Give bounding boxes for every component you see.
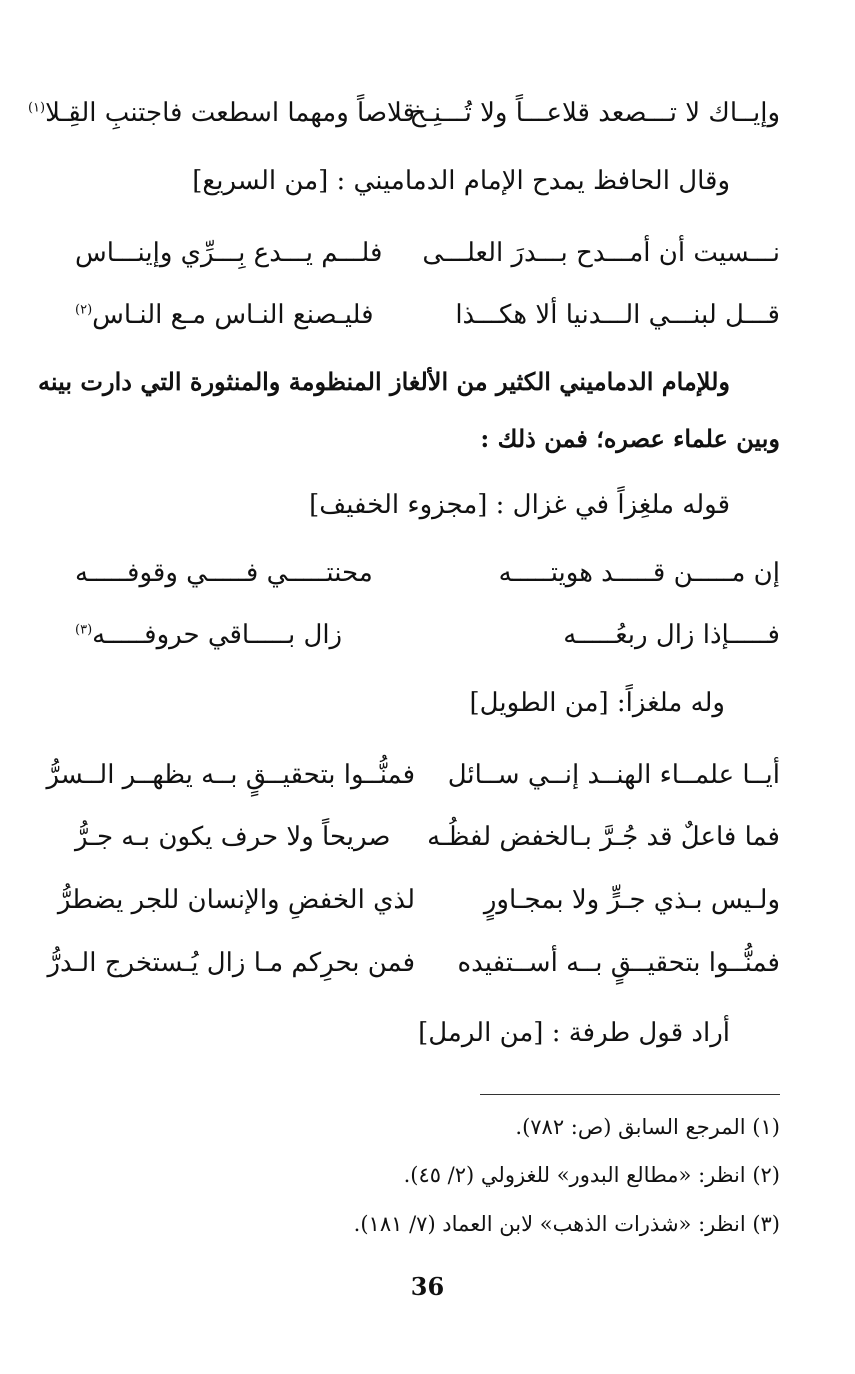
verse-1-second-hemistich-text: قلاصاً ومهما اسطعت فاجتنبِ القِـلا (45, 98, 415, 128)
verse-9-first-hemistich: فمنُّــوا بتحقيــقٍ بــه أســتفيده (457, 948, 780, 978)
footnote-3: (٣) انظر: «شذرات الذهب» لابن العماد (٧/ ١٨١). (353, 1212, 780, 1236)
verse-5-second-hemistich (75, 620, 415, 651)
verse-2-first-hemistich: نـــسيت أن أمـــدح بـــدرَ العلـــى (422, 238, 780, 268)
paragraph-line-1: وللإمام الدماميني الكثير من الألغاز المنظومة والمنثورة التي دارت بينه (38, 367, 730, 396)
footnote-1: (١) المرجع السابق (ص: ٧٨٢). (515, 1115, 780, 1139)
footnote-separator (480, 1094, 780, 1095)
verse-6-second-hemistich: فمنُّــوا بتحقيــقٍ بــه يظهــر الــسرُّ (46, 760, 415, 790)
verse-1-first-hemistich: وإيــاك لا تـــصعد قلاعـــاً ولا تُـــنِـخ (409, 98, 780, 128)
verse-9-second-hemistich: فمن بحرِكم مـا زال يُـستخرج الـدرُّ (47, 948, 415, 978)
footnote-marker-1: (١) (27, 100, 46, 116)
verse-3-first-hemistich: قـــل لبنـــي الـــدنيا ألا هكـــذا (455, 300, 780, 330)
footnote-2: (٢) انظر: «مطالع البدور» للغزولي (٢/ ٤٥). (403, 1163, 780, 1187)
intro-line-1: وقال الحافظ يمدح الإمام الدماميني : [من السريع] (192, 166, 730, 196)
verse-3-second-hemistich-text: فليـصنع النـاس مـع النـاس (92, 300, 374, 330)
intro-line-2: قوله ملغِزاً في غزال : [مجزوء الخفيف] (309, 490, 730, 520)
verse-4-second-hemistich: محنتـــــي فـــــي وقوفـــــه (75, 558, 373, 588)
page-number: 36 (410, 1272, 445, 1301)
verse-8-first-hemistich: ولـيس بـذي جـرٍّ ولا بمجـاورٍ (483, 885, 780, 915)
verse-1-second-hemistich (27, 98, 415, 129)
verse-5-first-hemistich: فـــــإذا زال ربعُـــــه (563, 620, 780, 650)
intro-line-3: وله ملغزاً: [من الطويل] (469, 688, 725, 718)
verse-8-second-hemistich: لذي الخفضِ والإنسان للجر يضطرُّ (57, 885, 415, 915)
footnote-marker-2: (٢) (75, 302, 93, 318)
intro-line-4: أراد قول طرفة : [من الرمل] (418, 1018, 730, 1048)
paragraph-line-2: وبين علماء عصره؛ فمن ذلك : (480, 424, 780, 453)
verse-7-first-hemistich: فما فاعلٌ قد جُـرَّ بـالخفض لفظُـه (427, 822, 780, 852)
footnote-marker-3: (٣) (75, 622, 93, 638)
verse-4-first-hemistich: إن مـــــن قـــــد هويتـــــه (498, 558, 780, 588)
verse-3-second-hemistich (75, 300, 415, 331)
verse-2-second-hemistich: فلـــم يـــدع بِـــرِّي وإينـــاس (75, 238, 383, 268)
verse-7-second-hemistich: صريحاً ولا حرف يكون بـه جـرُّ (75, 822, 391, 852)
verse-6-first-hemistich: أيــا علمــاء الهنــد إنــي ســائل (447, 760, 780, 790)
verse-5-second-hemistich-text: زال بـــــاقي حروفـــــه (92, 620, 343, 650)
